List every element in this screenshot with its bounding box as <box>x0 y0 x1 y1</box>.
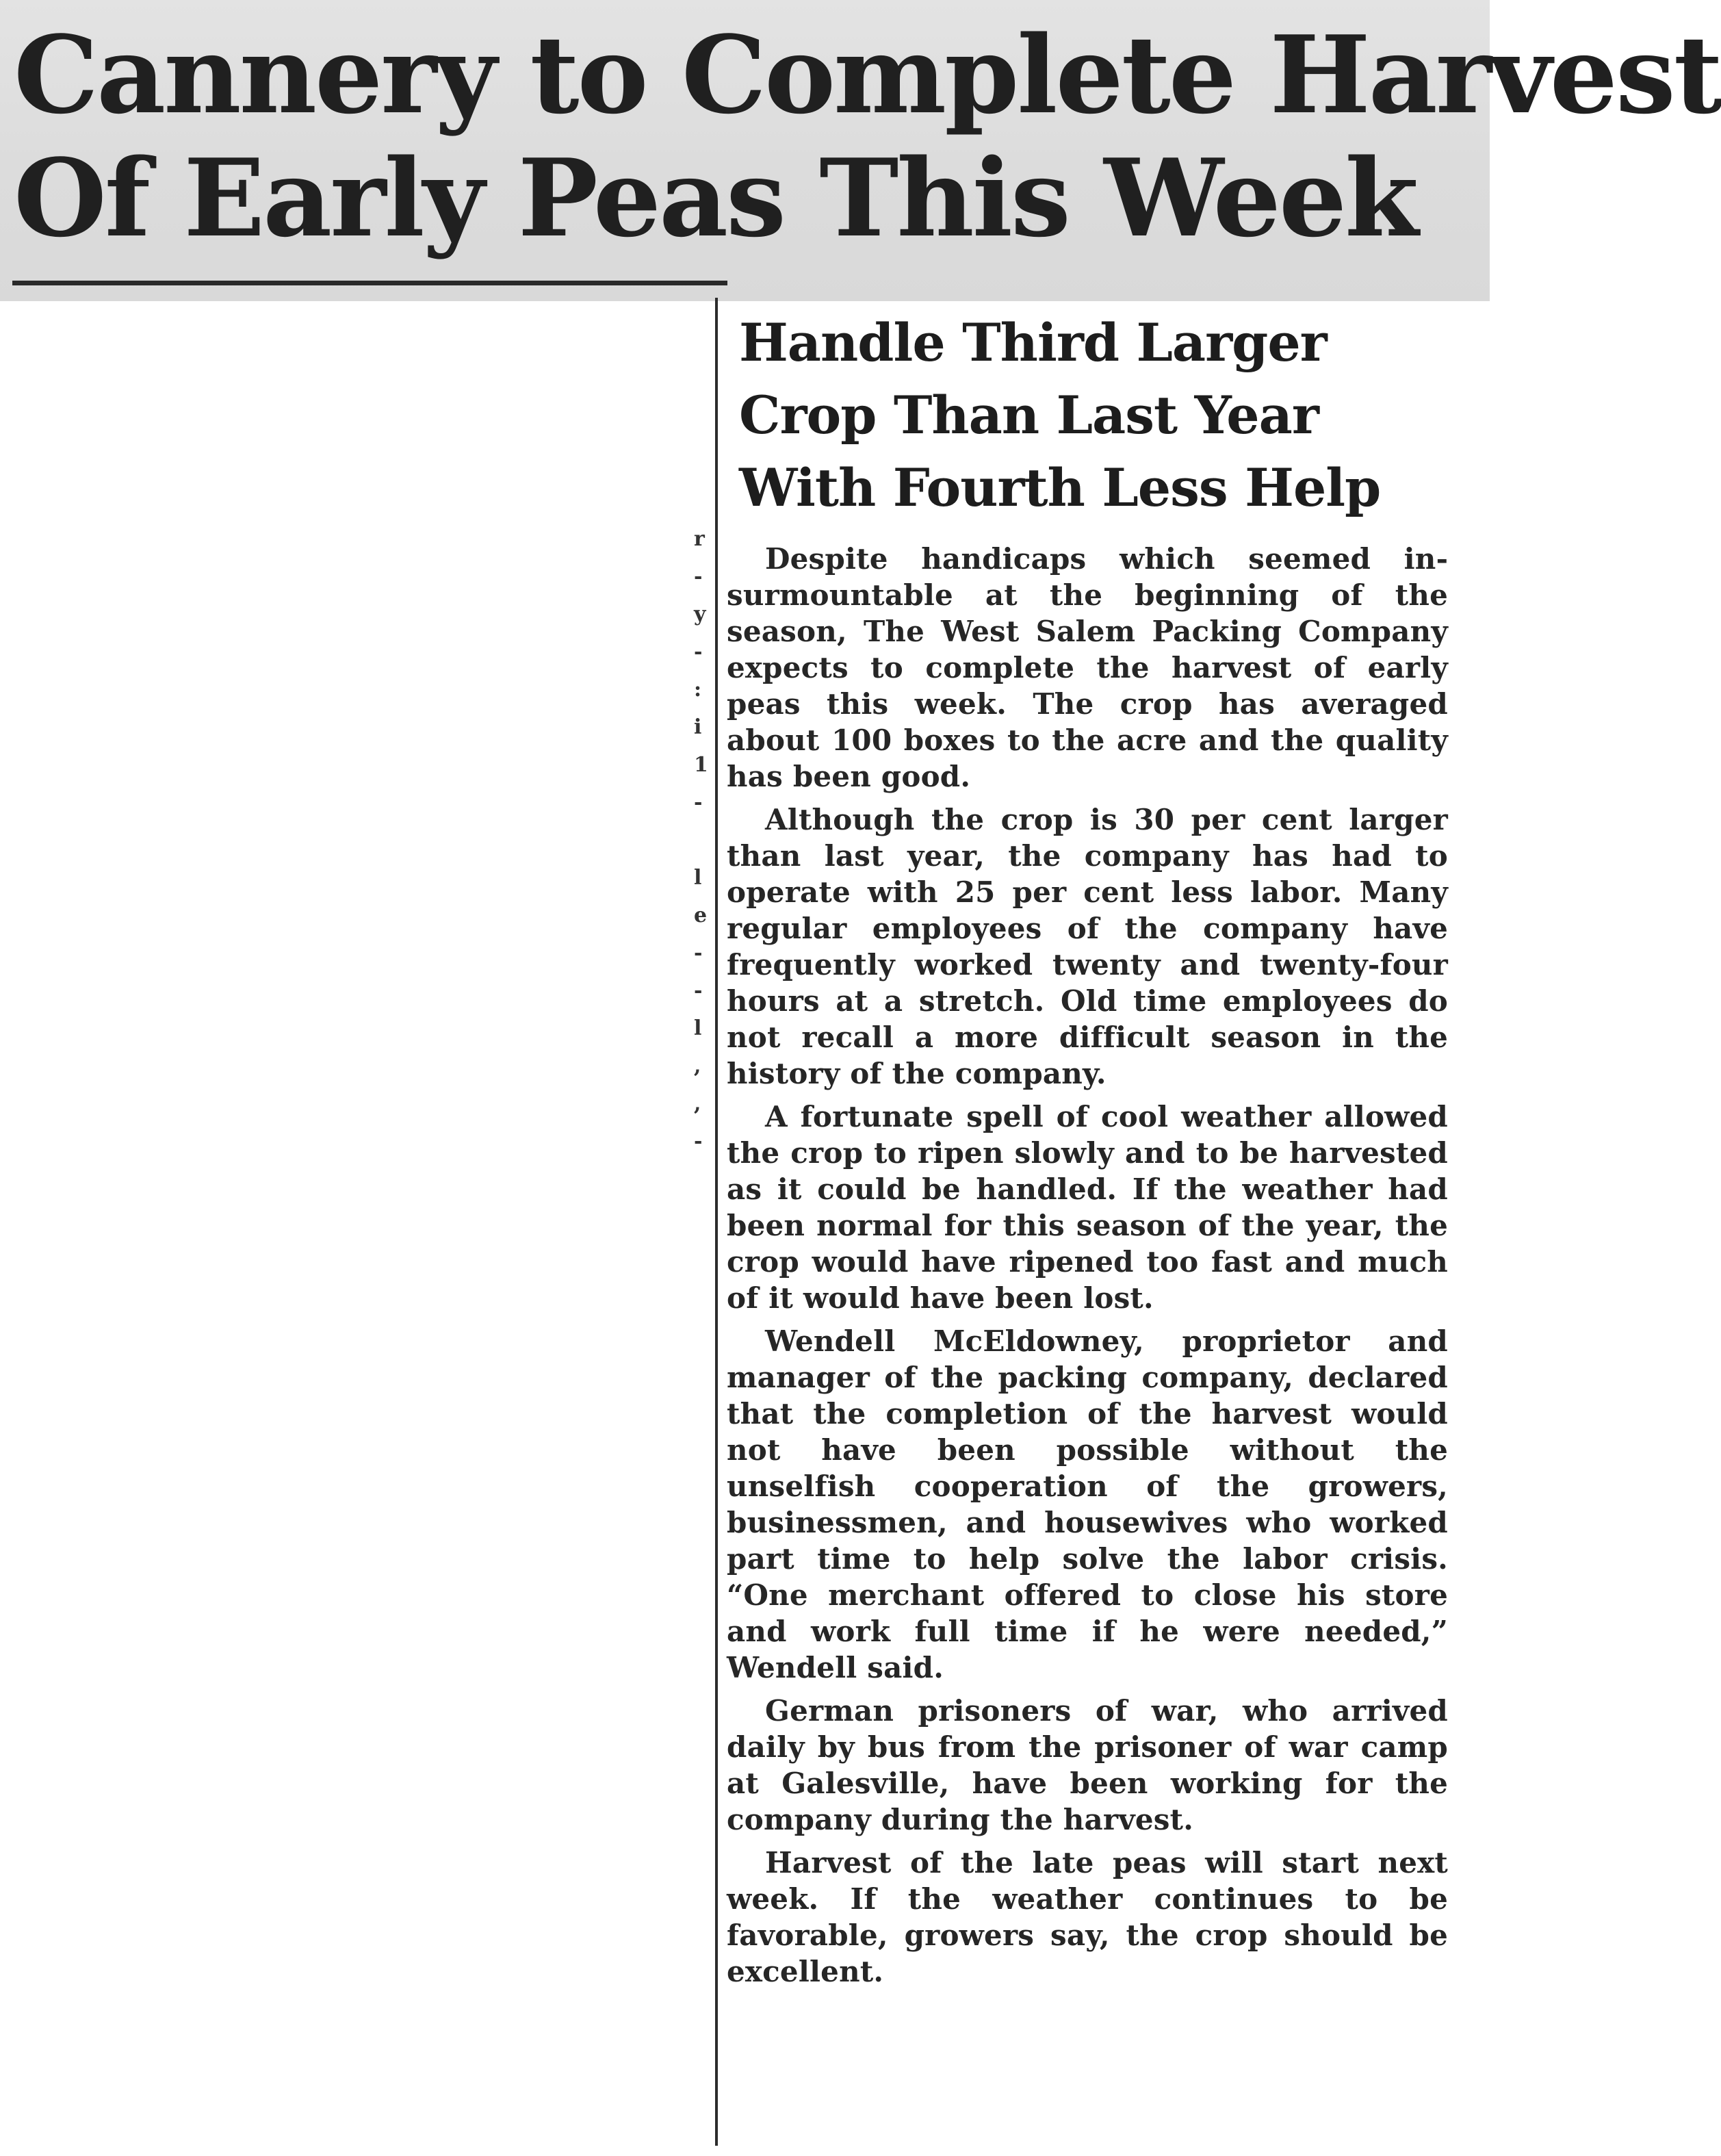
edge-fragment: , <box>694 1054 701 1078</box>
article-paragraph: Although the crop is 30 per cent larger than last year, the company has had to operate with 25 per cent less labor. Many regular employees of the company have frequently worked twenty and twenty-four hours at a stretch. Old time employees do not recall a more difficult season in the history of the company. <box>727 803 1448 1090</box>
article-paragraph: German prisoners of war, who arrived daily by bus from the prisoner of war camp at Galesville, have been working for the company during the harvest. <box>727 1694 1448 1836</box>
edge-fragment: - <box>694 1129 703 1153</box>
sub-headline-line-3: With Fourth Less Help <box>739 457 1381 518</box>
headline-rule <box>12 281 727 285</box>
column-rule <box>715 298 718 2146</box>
edge-fragment: 1 <box>694 753 708 777</box>
edge-fragment: l <box>694 1016 702 1040</box>
headline-line-2: Of Early Peas This Week <box>14 136 1417 261</box>
adjacent-column-edge-fragments <box>694 520 710 1160</box>
edge-fragment: y <box>694 602 706 626</box>
blank-left-column <box>0 301 691 2156</box>
headline-line-1: Cannery to Complete Harvest <box>14 12 1721 138</box>
edge-fragment: e <box>694 903 708 927</box>
edge-fragment: : <box>694 678 702 702</box>
edge-fragment: - <box>694 565 703 589</box>
article-paragraph: Harvest of the late peas will start next week. If the weather continues to be favorable, growers say, the crop should be excellent. <box>727 1846 1448 1988</box>
edge-fragment: - <box>694 791 703 814</box>
edge-fragment: - <box>694 941 703 965</box>
article-paragraph: A fortunate spell of cool weather allowed the crop to ripen slowly and to be harvested as it could be handled. If the weather had been normal for this season of the year, the crop would have ripened too fast and much of it would have been lost. <box>727 1100 1448 1315</box>
article-paragraph: Wendell McEldowney, proprietor and manager of the packing company, declared that the completion of the harvest would not have been possible without the unselfish cooperation of the growers, businessmen, and housewives who worked part time to help solve the labor crisis. “One merchant offered to close his store and work full time if he were needed,” Wendell said. <box>727 1324 1448 1684</box>
edge-fragment: , <box>694 1092 701 1116</box>
edge-fragment: - <box>694 640 703 664</box>
edge-fragment: i <box>694 715 702 739</box>
sub-headline <box>739 307 1464 524</box>
edge-fragment: l <box>694 866 702 890</box>
sub-headline-line-1: Handle Third Larger <box>739 312 1327 373</box>
article-paragraph: Despite handicaps which seemed insurmountable at the beginning of the season, The West Salem Packing Company expects to complete the harvest of early peas this week. The crop has averaged about 100 boxes to the acre and the quality has been good. <box>727 542 1448 793</box>
article-body <box>727 541 1448 1997</box>
edge-fragment: - <box>694 979 703 1003</box>
main-headline <box>14 12 1721 261</box>
edge-fragment <box>694 821 710 859</box>
edge-fragment: r <box>694 527 705 551</box>
sub-headline-line-2: Crop Than Last Year <box>739 385 1319 446</box>
